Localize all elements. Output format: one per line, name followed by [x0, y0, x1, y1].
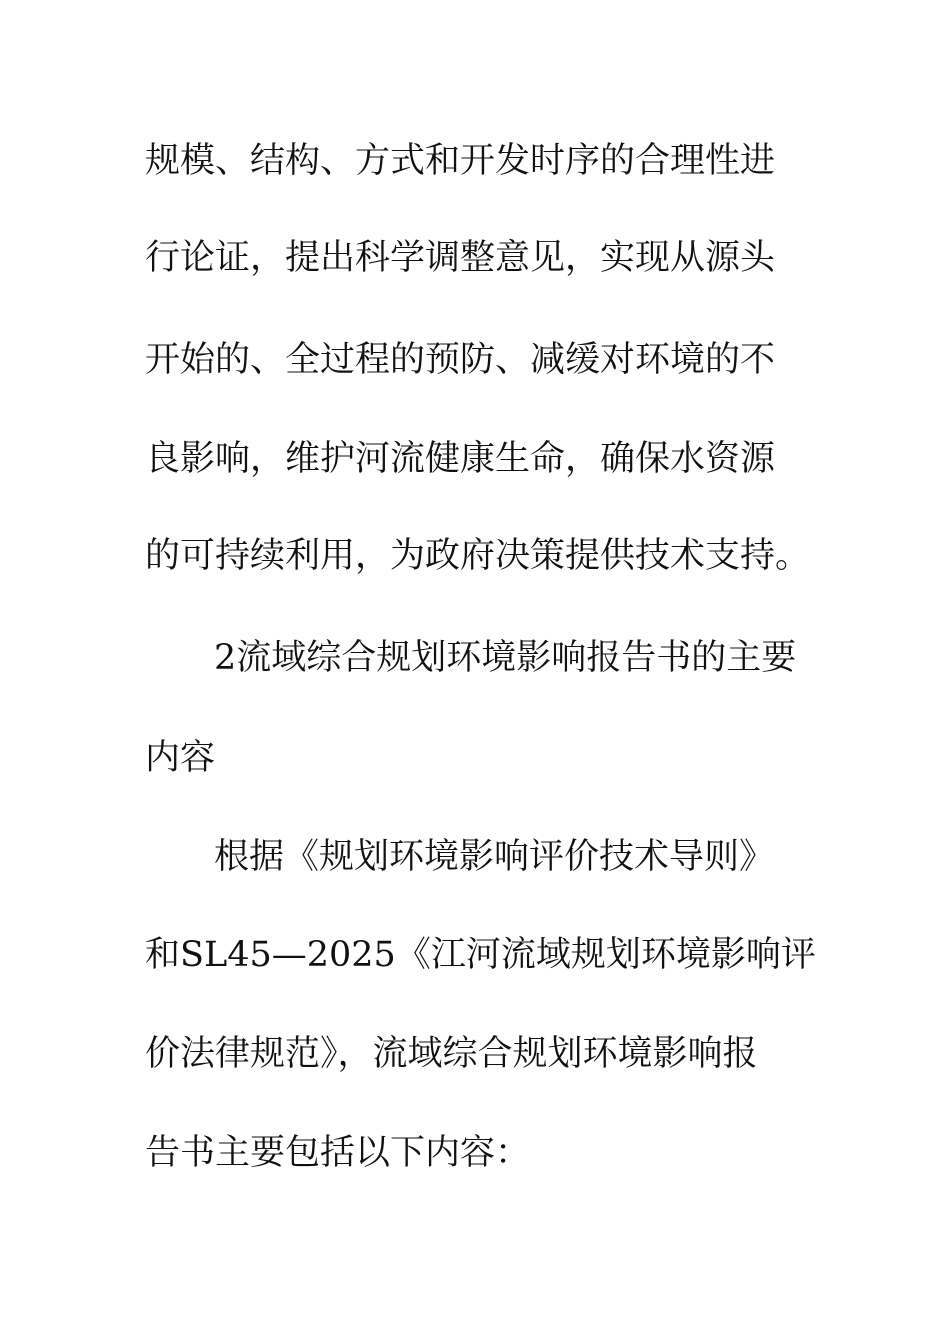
section-heading: 2流域综合规划环境影响报告书的主要: [214, 638, 797, 678]
paragraph-line: 告书主要包括以下内容：: [145, 1133, 531, 1173]
paragraph-line: 根据《规划环境影响评价技术导则》: [214, 837, 775, 877]
paragraph-line: 开始的、全过程的预防、减缓对环境的不: [145, 340, 776, 380]
paragraph-line: 和SL45—2025《江河流域规划环境影响评: [145, 935, 816, 975]
paragraph-line: 价法律规范》，流域综合规划环境影响报: [145, 1034, 758, 1074]
paragraph-line: 的可持续利用，为政府决策提供技术支持。: [145, 536, 811, 576]
paragraph-line: 规模、结构、方式和开发时序的合理性进: [145, 141, 776, 181]
section-heading-continued: 内容: [145, 738, 216, 778]
paragraph-line: 行论证，提出科学调整意见，实现从源头: [145, 238, 776, 278]
paragraph-line: 良影响，维护河流健康生命，确保水资源: [145, 439, 776, 479]
